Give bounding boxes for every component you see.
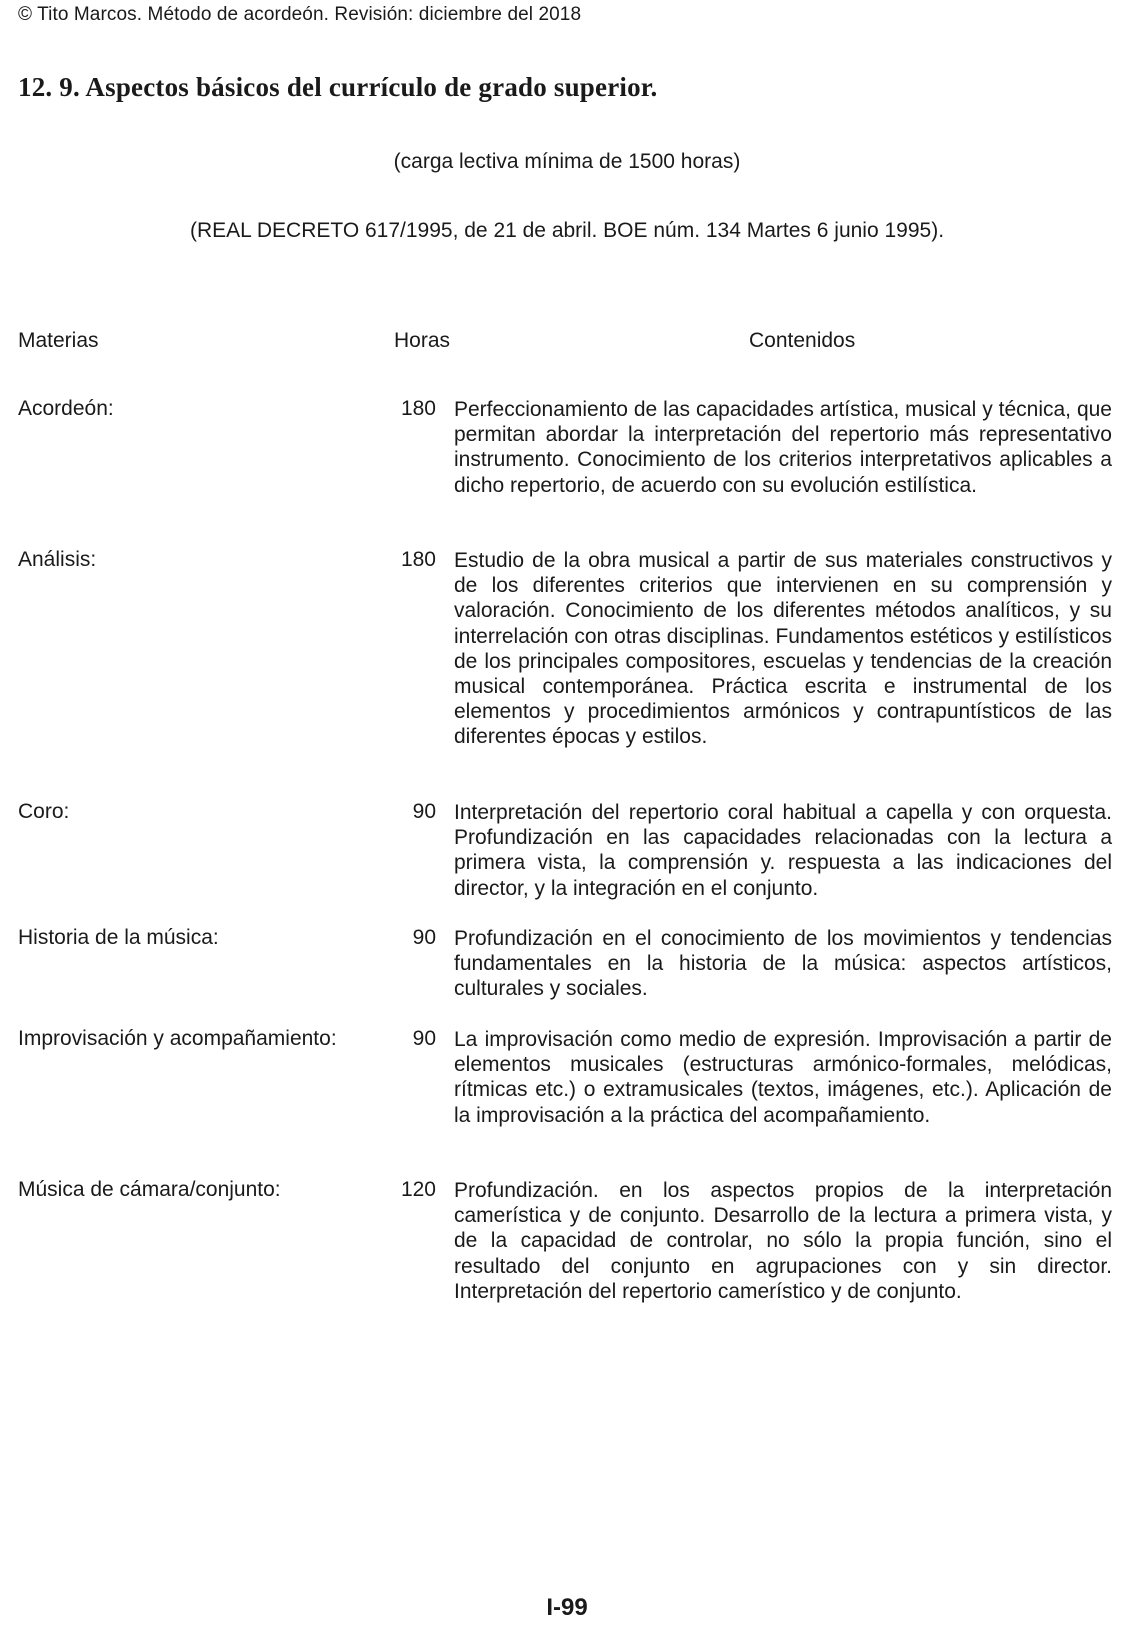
row-horas: 180 (400, 397, 436, 420)
row-contenido: Interpretación del repertorio coral habitual a capella y con orquesta. Profundización en las capacidades relacionadas con la lectura a primera vista, la comprensión y. respuesta a las indicaciones del director, y la integración en el conjunto. (454, 801, 1112, 900)
row-horas: 90 (412, 1027, 436, 1050)
column-header-materias: Materias (18, 329, 99, 352)
column-header-contenidos: Contenidos (749, 329, 856, 352)
column-header-horas: Horas (394, 329, 451, 352)
row-materia: Improvisación y acompañamiento: (18, 1027, 337, 1050)
subtitle-decree: (REAL DECRETO 617/1995, de 21 de abril. BOE núm. 134 Martes 6 junio 1995). (189, 219, 945, 242)
row-materia: Historia de la música: (18, 926, 219, 949)
row-horas: 180 (400, 548, 436, 571)
row-contenido: Perfeccionamiento de las capacidades artística, musical y técnica, que permitan abordar la interpretación del repertorio más representativo instrumento. Conocimiento de los criterios interpretativos aplicables a dicho repertorio, de acuerdo con su evolución estilística. (454, 398, 1112, 497)
page-number: I-99 (546, 1594, 588, 1621)
row-contenido: Profundización. en los aspectos propios de la interpretación camerística y de conjunto. Desarrollo de la lectura a primera vista, y de la capacidad de controlar, no sólo la propia función, sino el resultado del conjunto en agrupaciones con y sin director. Interpretación del repertorio camerístico y de conjunto. (454, 1179, 1112, 1303)
row-contenido: La improvisación como medio de expresión. Improvisación a partir de elementos musicales (estructuras armónico-formales, melódicas, rítmicas etc.) o extramusicales (textos, imágenes, etc.). Aplicación de la improvisación a la práctica del acompañamiento. (454, 1028, 1112, 1127)
subtitle-load: (carga lectiva mínima de 1500 horas) (393, 150, 741, 173)
running-header: © Tito Marcos. Método de acordeón. Revisión: diciembre del 2018 (18, 4, 582, 25)
row-horas: 90 (412, 926, 436, 949)
row-contenido: Estudio de la obra musical a partir de sus materiales constructivos y de los diferentes criterios que intervienen en su comprensión y valoración. Conocimiento de los diferentes métodos analíticos, y su interrelación con otras disciplinas. Fundamentos estéticos y estilísticos de los principales compositores, escuelas y tendencias de la creación musical contemporánea. Práctica escrita e instrumental de los elementos y procedimientos armónicos y contrapuntísticos de las diferentes épocas y estilos. (454, 549, 1112, 749)
row-contenido: Profundización en el conocimiento de los movimientos y tendencias fundamentales en la historia de la música: aspectos artísticos, culturales y sociales. (454, 927, 1112, 1001)
section-title: 12. 9. Aspectos básicos del currículo de grado superior. (18, 72, 658, 102)
row-materia: Coro: (18, 800, 70, 823)
row-horas: 90 (412, 800, 436, 823)
row-materia: Música de cámara/conjunto: (18, 1178, 281, 1201)
row-materia: Análisis: (18, 548, 97, 571)
row-materia: Acordeón: (18, 397, 114, 420)
row-horas: 120 (400, 1178, 436, 1201)
